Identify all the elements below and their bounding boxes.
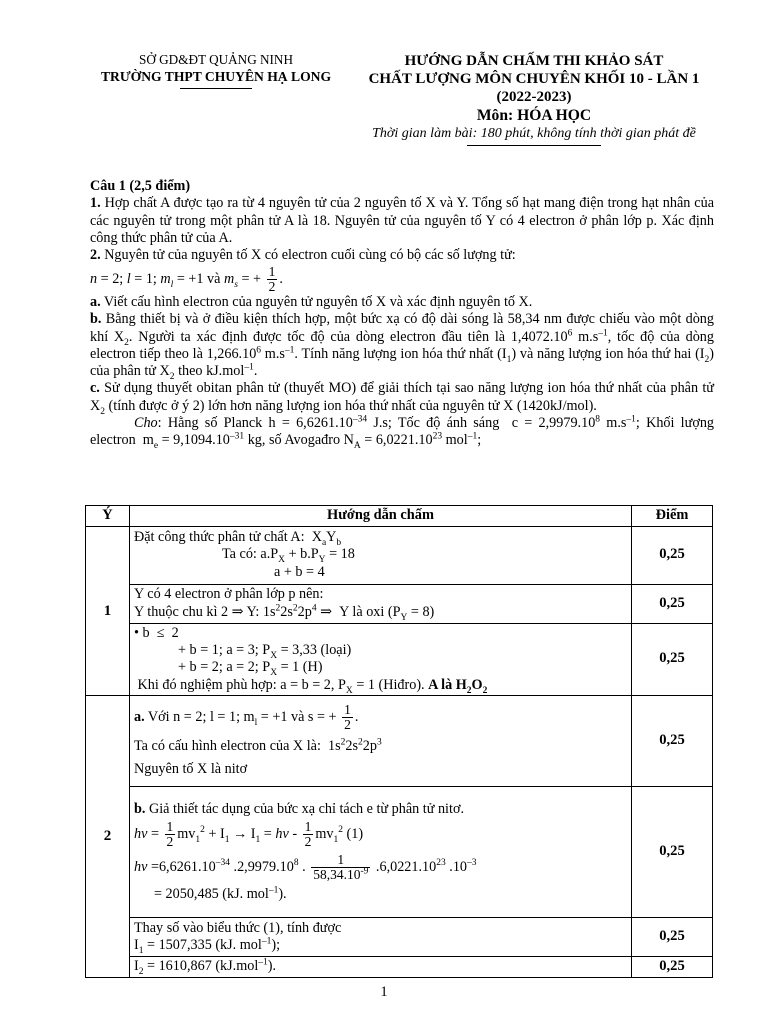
guide-cell: Y có 4 electron ở phân lớp p nên: Y thuộc chu kì 2 ⇒ Y: $1s^22s^22p^4$ ⇒ Y là oxi $(P_Y = 8)$	[130, 584, 632, 623]
part-2c-text: c. Sử dụng thuyết obitan phân tử (thuyết MO) để giải thích tại sao năng lượng ion hóa thứ nhất của phân tử $X_2$ (tính được ở ý 2) lớn hơn năng lượng ion hóa thứ nhất của nguyên tử X (1420kJ/mol).	[90, 380, 714, 417]
question-title: Câu 1 (2,5 điểm)	[90, 178, 191, 194]
table-header-row	[86, 506, 713, 527]
score-cell: 0,25	[632, 786, 713, 917]
table-row	[86, 623, 713, 695]
col-guide-header: Hướng dẫn chấm	[130, 506, 632, 527]
exam-header	[352, 52, 716, 146]
part-2a-text: a. Viết cấu hình electron của nguyên tử nguyên tố X và xác định nguyên tố X.	[90, 293, 533, 310]
score-cell: 0,25	[632, 917, 713, 956]
school-name: TRƯỜNG THPT CHUYÊN HẠ LONG	[100, 69, 332, 85]
part-1-text: 1. Hợp chất A được tạo ra từ 4 nguyên tử của 2 nguyên tố X và Y. Tổng số hạt mang điện trong hạt nhân của các nguyên tử trong một phân tử A là 18. Nguyên tử của nguyên tố Y có 4 electron ở phân lớp p. Xác định công thức phân tử của A.	[90, 195, 714, 246]
col-y-header: Ý	[86, 506, 130, 527]
score-cell: 0,25	[632, 526, 713, 584]
school-header	[96, 52, 336, 89]
quantum-numbers-formula: n = 2; l = 1; $m_l = +1$ và $m_s$ = + $\frac{1}{2}$ .	[90, 263, 283, 294]
guide-cell: a. Với n = 2; l = 1; $m_l = +1$ và s = + $\frac{1}{2}$ . Ta có cấu hình electron của X là: $1s^22s^22p^3$ Nguyên tố X là nitơ	[130, 695, 632, 786]
subject-title: Môn: HÓA HỌC	[476, 107, 592, 124]
school-year: (2022-2023)	[496, 89, 572, 105]
department-name: SỞ GD&ĐT QUẢNG NINH	[139, 52, 293, 67]
item-number-1: 1	[86, 526, 130, 695]
table-row	[86, 584, 713, 623]
guide-cell: Thay số vào biểu thức (1), tính được $I_1 = 1507,335$ (kJ. mol$^{-1}$);	[130, 917, 632, 956]
score-cell: 0,25	[632, 695, 713, 786]
score-cell: 0,25	[632, 584, 713, 623]
part-2b-text: b. Bằng thiết bị và ở điều kiện thích hợp, một bức xạ có độ dài sóng là 58,34 nm được chiếu vào một dòng khí $X_2$. Người ta xác định được tốc độ của dòng electron đầu tiên là 1,4072.10$^6$ $m.s^{-1}$, tốc độ của dòng electron tiếp theo là 1,266.10$^6$ $m.s^{-1}$. Tính năng lượng ion hóa thứ nhất $(I_1)$ và năng lượng ion hóa thứ hai $(I_2)$ của phân tử $X_2$ theo kJ.mol$^{-1}$.	[90, 311, 715, 382]
question-body	[90, 178, 714, 450]
part-2-text: 2. Nguyên tử của nguyên tố X có electron cuối cùng có bộ các số lượng tử:	[90, 247, 516, 264]
score-cell: 0,25	[632, 956, 713, 977]
exam-title-line2: CHẤT LƯỢNG MÔN CHUYÊN KHỐI 10 - LẦN 1	[368, 71, 700, 87]
header-divider	[180, 88, 252, 89]
time-note: Thời gian làm bài: 180 phút, không tính thời gian phát đề	[372, 126, 696, 142]
guide-cell: • b ≤ 2 + b = 1; a = 3; $P_X = 3,33$ (loại) + b = 2; a = 2; $P_X = 1$ (H) Khi đó nghiệm phù hợp: a = b = 2, $P_X = 1$ (Hiđro). A là $H_2O_2$	[130, 623, 632, 695]
col-score-header: Điểm	[632, 506, 713, 527]
table-row	[86, 695, 713, 786]
exam-title-line1: HƯỚNG DẪN CHẤM THI KHẢO SÁT	[404, 53, 664, 69]
guide-cell: b. Giả thiết tác dụng của bức xạ chỉ tách e từ phân tử nitơ. hν = $\frac{1}{2}$ $mv_1^2 + I_1 \to I_1 = h\nu$ - $\frac{1}{2}$ $mv_1^2$ (1) $h\nu =6,6261.10^{-34}$ .2,9979.10$^8$ . $\frac{1}{58,34.10^{-9}}$ .6,0221.10$^{23}$ $.10^{-3}$ = 2050,485 (kJ. mol$^{-1}$).	[130, 786, 632, 917]
time-divider	[467, 145, 601, 146]
table-row	[86, 526, 713, 584]
page-number: 1	[380, 984, 388, 1000]
grading-table	[85, 505, 713, 978]
score-cell: 0,25	[632, 623, 713, 695]
guide-cell: Đặt công thức phân tử chất A: $X_aY_b$ Ta có: $a.P_X + b.P_Y = 18$ a + b = 4	[130, 526, 632, 584]
table-row	[86, 786, 713, 917]
constants-text: Cho: Hằng số Planck $h = 6,6261.10^{-34}$ J.s; Tốc độ ánh sáng $c = 2,9979.10^8$ $m.s^{-1}$; Khối lượng electron $m_e = 9,1094.10^{-31}$ kg, số Avogađro $N_A = 6,0221.10^{23}$ mol$^{-1}$;	[90, 414, 715, 452]
item-number-2: 2	[86, 695, 130, 977]
guide-cell: $I_2 = 1610,867$ (kJ.mol$^{-1}$).	[130, 956, 632, 977]
table-row	[86, 917, 713, 956]
table-row	[86, 956, 713, 977]
